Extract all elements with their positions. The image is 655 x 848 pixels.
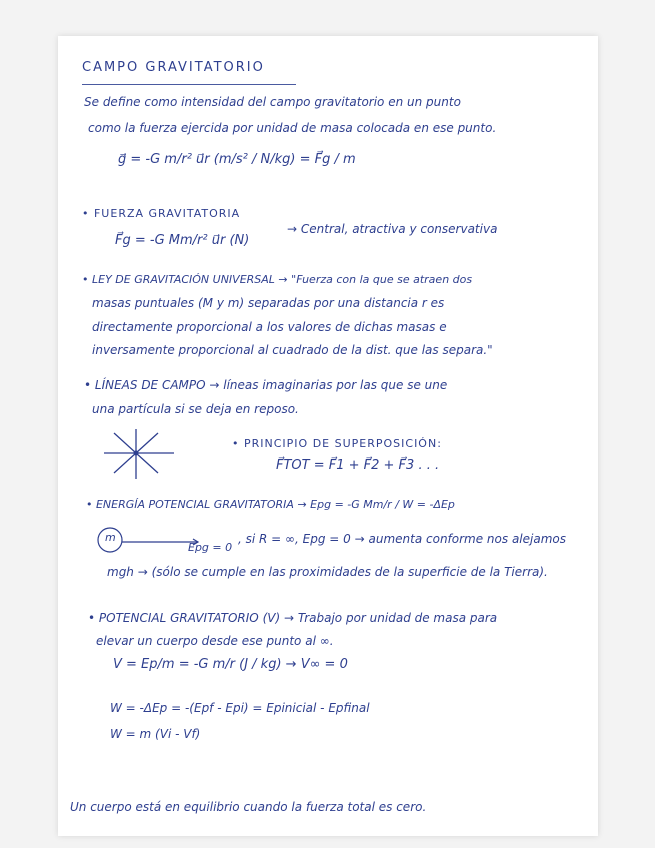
- footer-note: Un cuerpo está en equilibrio cuando la fuerza total es cero.: [70, 800, 427, 814]
- energia-line-3: mgh → (sólo se cumple en las proximidades de la superficie de la Tierra).: [107, 565, 548, 579]
- intro-line-2: como la fuerza ejercida por unidad de masa colocada en ese punto.: [88, 121, 497, 135]
- fuerza-note: → Central, atractiva y conservativa: [287, 222, 498, 236]
- lineas-line-1: • LÍNEAS DE CAMPO → líneas imaginarias por las que se une: [84, 378, 448, 392]
- ley-line-4: inversamente proporcional al cuadrado de la dist. que las separa.": [92, 343, 493, 357]
- diagram-mass-label: m: [105, 531, 116, 544]
- superposicion-formula: F⃗TOT = F⃗1 + F⃗2 + F⃗3 . . .: [276, 458, 440, 473]
- fuerza-heading: • FUERZA GRAVITATORIA: [82, 207, 241, 220]
- ley-line-1: • LEY DE GRAVITACIÓN UNIVERSAL → "Fuerza con la que se atraen dos: [82, 273, 473, 286]
- energia-line-1: • ENERGÍA POTENCIAL GRAVITATORIA → Epg = -G Mm/r / W = -ΔEp: [86, 498, 455, 511]
- diagram-epg-label: Epg = 0: [188, 541, 233, 554]
- potencial-formula-2: W = -ΔEp = -(Epf - Epi) = Epinicial - Epfinal: [110, 701, 370, 715]
- lineas-line-2: una partícula si se deja en reposo.: [92, 402, 299, 416]
- fuerza-formula: F⃗g = -G Mm/r² u⃗r (N): [115, 233, 250, 248]
- potencial-line-2: elevar un cuerpo desde ese punto al ∞.: [96, 634, 334, 648]
- intro-line-1: Se define como intensidad del campo gravitatorio en un punto: [84, 95, 461, 109]
- potencial-formula-1: V = Ep/m = -G m/r (J / kg) → V∞ = 0: [113, 657, 348, 672]
- ley-line-2: masas puntuales (M y m) separadas por una distancia r es: [92, 296, 445, 310]
- energia-line-2: , si R = ∞, Epg = 0 → aumenta conforme nos alejamos: [238, 532, 566, 546]
- potencial-line-1: • POTENCIAL GRAVITATORIO (V) → Trabajo por unidad de masa para: [88, 611, 498, 625]
- field-lines-icon: [100, 425, 180, 485]
- page-title: CAMPO GRAVITATORIO: [82, 60, 265, 75]
- gravity-field-formula: g⃗ = -G m/r² u⃗r (m/s² / N/kg) = F⃗g / m: [118, 152, 356, 167]
- potencial-formula-3: W = m (Vi - Vf): [110, 727, 201, 741]
- title-underline: [82, 84, 296, 85]
- ley-line-3: directamente proporcional a los valores de dichas masas e: [92, 320, 447, 334]
- superposicion-heading: • PRINCIPIO DE SUPERPOSICIÓN:: [232, 437, 442, 450]
